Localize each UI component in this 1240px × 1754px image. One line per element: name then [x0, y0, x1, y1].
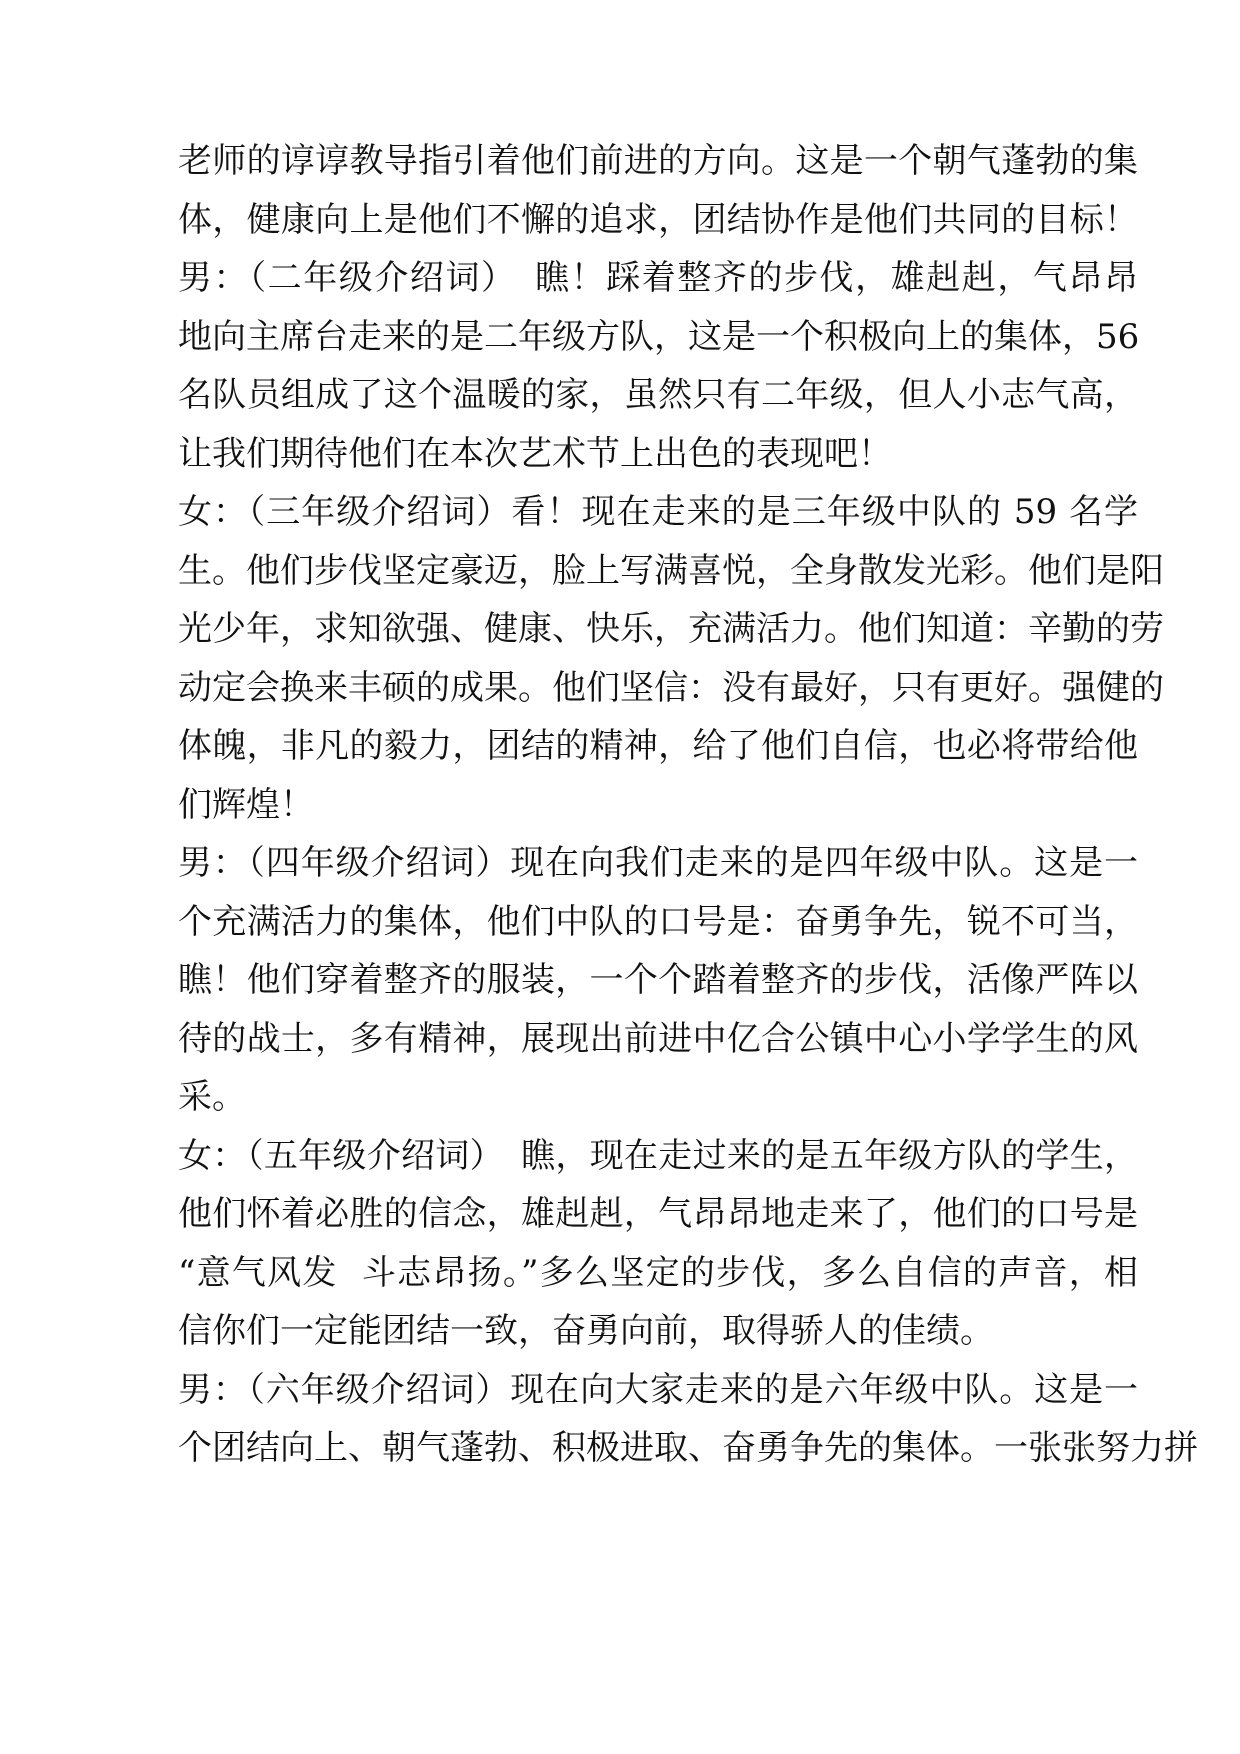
text-line: 待的战士，多有精神，展现出前进中亿合公镇中心小学学生的风 [178, 1018, 1138, 1059]
document-body [178, 132, 1198, 1478]
text-line: 动定会换来丰硕的成果。他们坚信：没有最好，只有更好。强健的 [178, 667, 1164, 708]
text-line: 让我们期待他们在本次艺术节上出色的表现吧！ [178, 433, 892, 474]
text-line: 地向主席台走来的是二年级方队，这是一个积极向上的集体，56 [178, 316, 1140, 357]
text-line: 信你们一定能团结一致，奋勇向前，取得骄人的佳绩。 [178, 1311, 994, 1351]
text-line: 个充满活力的集体，他们中队的口号是：奋勇争先，锐不可当， [178, 901, 1138, 942]
text-line: 男：（二年级介绍词） 瞧！踩着整齐的步伐，雄赳赳，气昂昂 [178, 258, 1138, 298]
text-line: 瞧！他们穿着整齐的服装，一个个踏着整齐的步伐，活像严阵以 [178, 960, 1138, 1000]
text-line: 老师的谆谆教导指引着他们前进的方向。这是一个朝气蓬勃的集 [178, 141, 1138, 181]
text-line: 他们怀着必胜的信念，雄赳赳，气昂昂地走来了，他们的口号是 [178, 1194, 1138, 1234]
text-line: 名队员组成了这个温暖的家，虽然只有二年级，但人小志气高， [178, 375, 1138, 415]
text-line: 男：（四年级介绍词）现在向我们走来的是四年级中队。这是一 [178, 843, 1138, 883]
text-line: 们辉煌！ [178, 784, 314, 825]
text-line: 采。 [178, 1077, 246, 1117]
text-line: 女：（三年级介绍词）看！现在走来的是三年级中队的 59 名学 [178, 492, 1138, 532]
text-line: “意气风发 斗志昂扬。”多么坚定的步伐，多么自信的声音，相 [178, 1252, 1138, 1293]
text-line: 女：（五年级介绍词） 瞧，现在走过来的是五年级方队的学生， [178, 1135, 1138, 1176]
text-line: 体魄，非凡的毅力，团结的精神，给了他们自信，也必将带给他 [178, 726, 1138, 766]
text-line: 个团结向上、朝气蓬勃、积极进取、奋勇争先的集体。一张张努力拼 [178, 1428, 1198, 1468]
text-line: 生。他们步伐坚定豪迈，脸上写满喜悦，全身散发光彩。他们是阳 [178, 550, 1164, 591]
text-line: 光少年，求知欲强、健康、快乐，充满活力。他们知道：辛勤的劳 [178, 609, 1164, 649]
text-line: 男：（六年级介绍词）现在向大家走来的是六年级中队。这是一 [178, 1369, 1138, 1410]
text-line: 体，健康向上是他们不懈的追求，团结协作是他们共同的目标！ [178, 199, 1138, 240]
